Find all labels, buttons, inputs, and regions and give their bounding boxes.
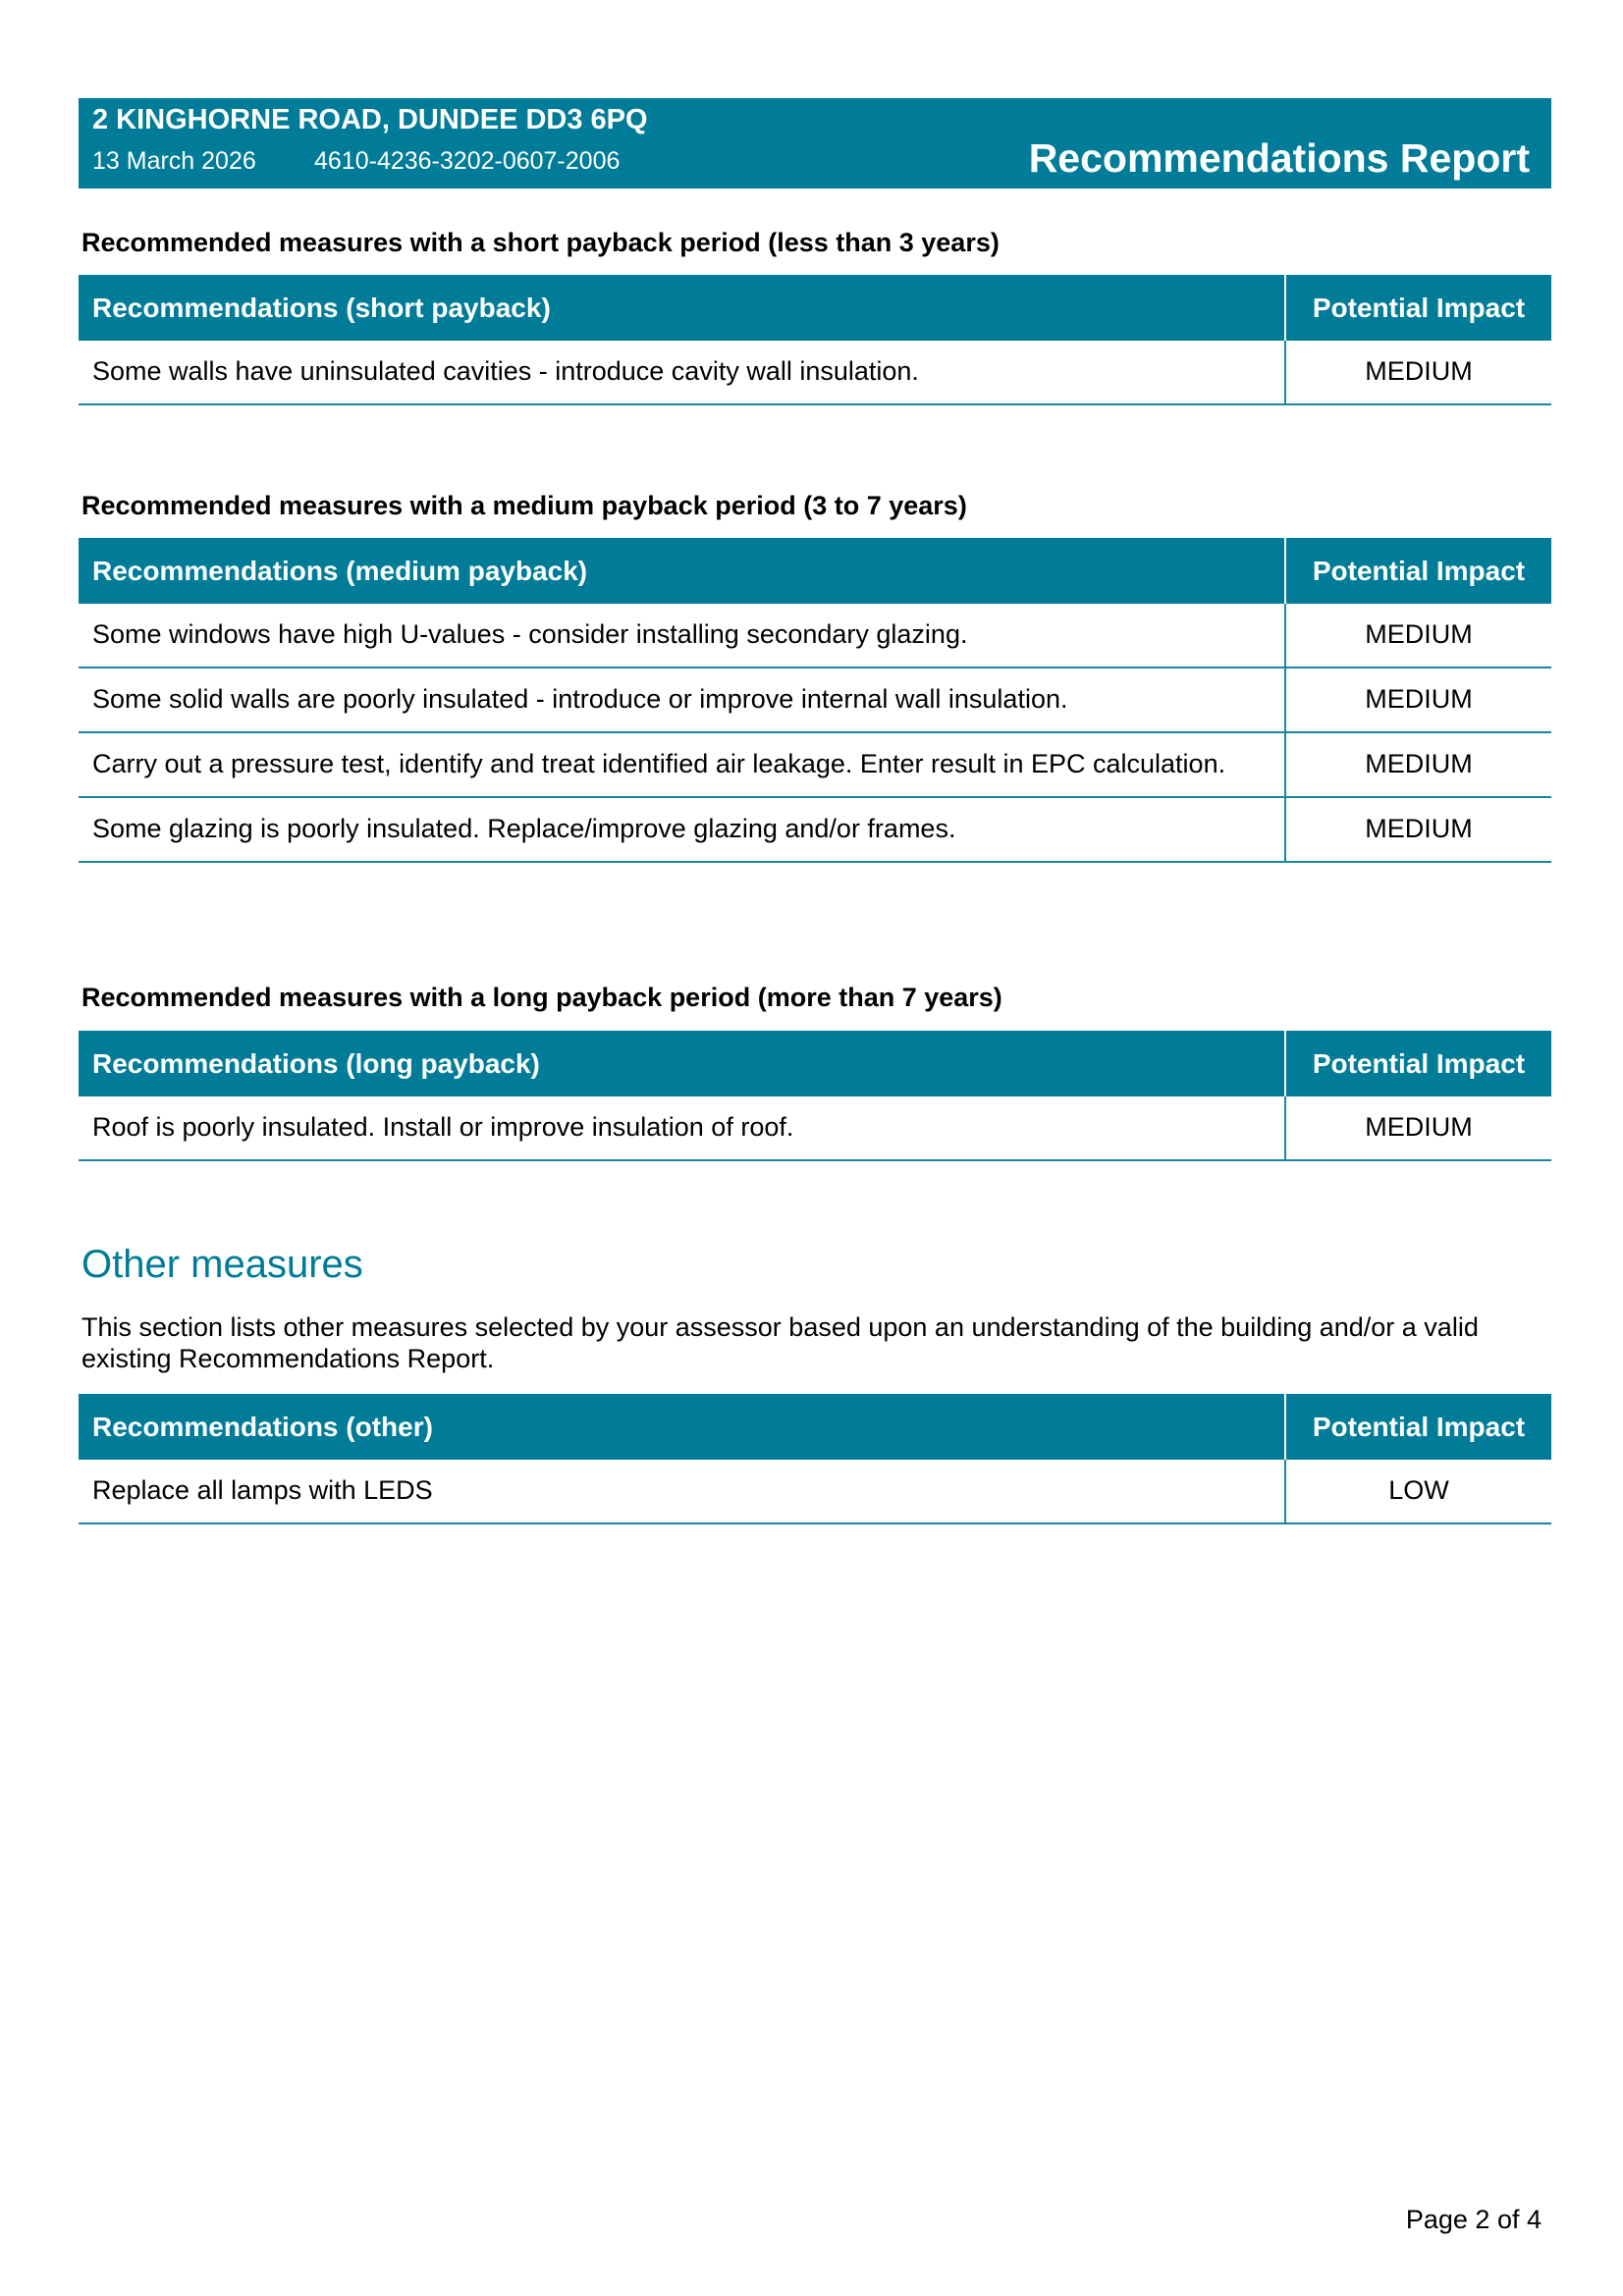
recommendation-text: Roof is poorly insulated. Install or improve insulation of roof. bbox=[79, 1096, 1285, 1160]
other-measures-heading: Other measures bbox=[81, 1243, 363, 1286]
recommendation-text: Some glazing is poorly insulated. Replace/improve glazing and/or frames. bbox=[79, 797, 1285, 862]
medium-payback-label: Recommended measures with a medium payback period (3 to 7 years) bbox=[81, 491, 967, 520]
table-row bbox=[79, 1460, 1551, 1523]
table-row bbox=[79, 797, 1551, 862]
col-recommendations: Recommendations (medium payback) bbox=[79, 538, 1285, 604]
recommendation-text: Some solid walls are poorly insulated - introduce or improve internal wall insulation. bbox=[79, 667, 1285, 732]
table-row bbox=[79, 732, 1551, 797]
impact-value: MEDIUM bbox=[1285, 341, 1551, 404]
short-payback-label: Recommended measures with a short payback period (less than 3 years) bbox=[81, 228, 1000, 257]
long-payback-table bbox=[79, 1031, 1551, 1161]
page-number: Page 2 of 4 bbox=[1405, 2205, 1542, 2234]
impact-value: MEDIUM bbox=[1285, 797, 1551, 862]
short-payback-table bbox=[79, 275, 1551, 405]
impact-value: MEDIUM bbox=[1285, 604, 1551, 667]
impact-value: MEDIUM bbox=[1285, 732, 1551, 797]
report-date: 13 March 2026 bbox=[92, 147, 256, 175]
report-header bbox=[79, 98, 1551, 188]
col-impact: Potential Impact bbox=[1285, 538, 1551, 604]
impact-value: LOW bbox=[1285, 1460, 1551, 1523]
other-measures-table bbox=[79, 1394, 1551, 1524]
other-measures-description: This section lists other measures selected by your assessor based upon an understanding of the building and/or a valid existing Recommendations Report. bbox=[81, 1312, 1479, 1373]
medium-payback-table bbox=[79, 538, 1551, 863]
col-recommendations: Recommendations (long payback) bbox=[79, 1031, 1285, 1096]
impact-value: MEDIUM bbox=[1285, 667, 1551, 732]
table-row bbox=[79, 667, 1551, 732]
recommendation-text: Some walls have uninsulated cavities - introduce cavity wall insulation. bbox=[79, 341, 1285, 404]
recommendation-text: Carry out a pressure test, identify and treat identified air leakage. Enter result in EPC calculation. bbox=[79, 732, 1285, 797]
recommendation-text: Replace all lamps with LEDS bbox=[79, 1460, 1285, 1523]
col-recommendations: Recommendations (short payback) bbox=[79, 275, 1285, 341]
report-title: Recommendations Report bbox=[1028, 135, 1530, 181]
table-row bbox=[79, 341, 1551, 404]
table-row bbox=[79, 1096, 1551, 1160]
long-payback-label: Recommended measures with a long payback period (more than 7 years) bbox=[81, 983, 1002, 1012]
impact-value: MEDIUM bbox=[1285, 1096, 1551, 1160]
col-impact: Potential Impact bbox=[1285, 1031, 1551, 1096]
col-recommendations: Recommendations (other) bbox=[79, 1394, 1285, 1460]
report-reference: 4610-4236-3202-0607-2006 bbox=[314, 147, 621, 175]
recommendation-text: Some windows have high U-values - consider installing secondary glazing. bbox=[79, 604, 1285, 667]
table-row bbox=[79, 604, 1551, 667]
property-address: 2 KINGHORNE ROAD, DUNDEE DD3 6PQ bbox=[92, 104, 648, 135]
col-impact: Potential Impact bbox=[1285, 275, 1551, 341]
col-impact: Potential Impact bbox=[1285, 1394, 1551, 1460]
